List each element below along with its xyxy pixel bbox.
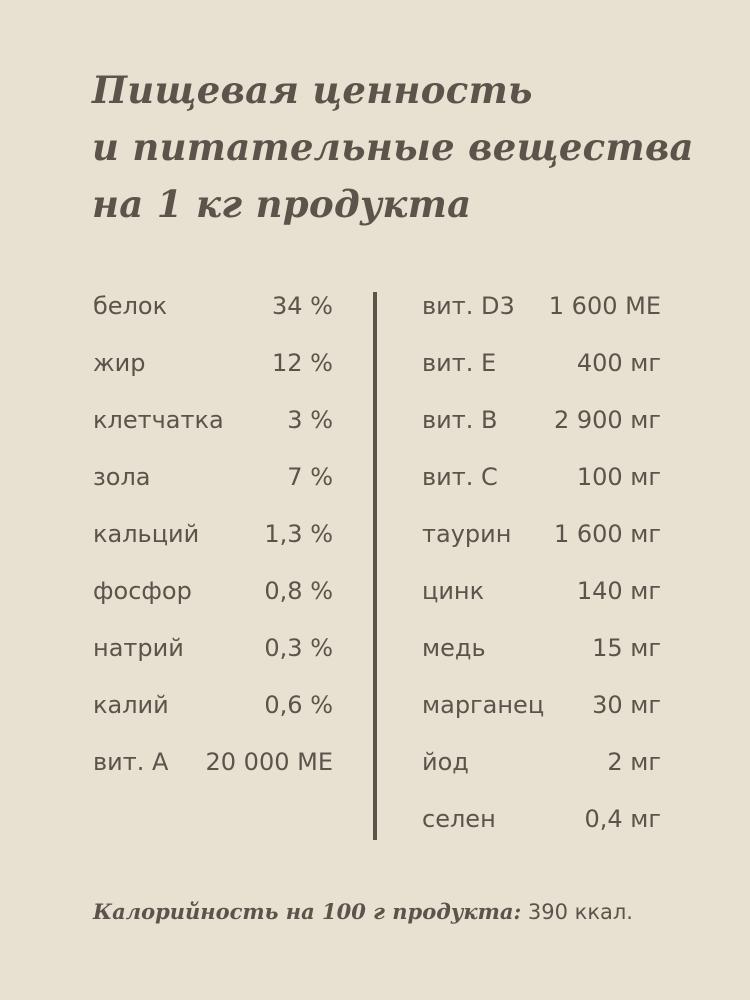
nutrient-row — [93, 394, 333, 451]
nutrient-row — [422, 508, 661, 565]
nutrient-row — [93, 280, 333, 337]
nutrient-value: 0,3 % — [264, 634, 333, 662]
nutrient-row — [422, 622, 661, 679]
nutrient-value: 3 % — [287, 406, 333, 434]
title-line-2: и питательные вещества — [92, 125, 694, 169]
nutrient-name: марганец — [422, 691, 545, 719]
nutrient-row — [93, 451, 333, 508]
nutrient-row — [422, 280, 661, 337]
nutrient-row — [422, 394, 661, 451]
nutrient-name: зола — [93, 463, 151, 491]
nutrient-name: вит. С — [422, 463, 498, 491]
nutrient-name: жир — [93, 349, 146, 377]
nutrient-name: медь — [422, 634, 486, 662]
page-title — [92, 62, 712, 233]
nutrient-name: селен — [422, 805, 496, 833]
nutrient-value: 20 000 МЕ — [205, 748, 333, 776]
nutrient-name: таурин — [422, 520, 512, 548]
nutrient-value: 1 600 МЕ — [548, 292, 661, 320]
nutrient-name: фосфор — [93, 577, 192, 605]
calories-label: Калорийность на 100 г продукта: — [93, 899, 522, 924]
nutrients-left-column — [93, 280, 333, 793]
title-line-1: Пищевая ценность — [92, 68, 533, 112]
nutrient-row — [422, 793, 661, 850]
nutrient-row — [422, 565, 661, 622]
nutrient-value: 400 мг — [576, 349, 661, 377]
nutrient-name: йод — [422, 748, 469, 776]
nutrient-name: вит. Е — [422, 349, 497, 377]
calories-value: 390 ккал. — [527, 900, 633, 924]
nutrient-name: клетчатка — [93, 406, 224, 434]
nutrient-row — [93, 565, 333, 622]
nutrient-value: 15 мг — [592, 634, 661, 662]
nutrient-name: цинк — [422, 577, 485, 605]
nutrient-value: 0,4 мг — [584, 805, 661, 833]
nutrient-value: 100 мг — [576, 463, 661, 491]
title-line-3: на 1 кг продукта — [92, 182, 472, 226]
nutrient-row — [422, 451, 661, 508]
nutrient-value: 30 мг — [592, 691, 661, 719]
nutrients-right-column — [422, 280, 661, 850]
column-divider — [373, 292, 377, 840]
nutrient-name: кальций — [93, 520, 200, 548]
nutrient-value: 2 900 мг — [553, 406, 661, 434]
nutrient-value: 1 600 мг — [553, 520, 661, 548]
nutrient-row — [93, 679, 333, 736]
nutrient-row — [422, 736, 661, 793]
nutrient-name: вит. В — [422, 406, 498, 434]
nutrient-value: 0,6 % — [264, 691, 333, 719]
nutrient-row — [93, 622, 333, 679]
nutrient-value: 140 мг — [576, 577, 661, 605]
nutrient-name: вит. D3 — [422, 292, 515, 320]
nutrient-row — [422, 679, 661, 736]
nutrient-row — [422, 337, 661, 394]
nutrient-value: 2 мг — [607, 748, 661, 776]
nutrient-value: 0,8 % — [264, 577, 333, 605]
nutrient-row — [93, 508, 333, 565]
nutrient-value: 12 % — [272, 349, 333, 377]
nutrient-name: натрий — [93, 634, 184, 662]
nutrient-value: 1,3 % — [264, 520, 333, 548]
nutrient-name: белок — [93, 292, 168, 320]
nutrient-row — [93, 736, 333, 793]
nutrient-name: калий — [93, 691, 169, 719]
nutrient-value: 34 % — [272, 292, 333, 320]
calories-line — [93, 896, 633, 928]
nutrient-name: вит. А — [93, 748, 169, 776]
nutrient-value: 7 % — [287, 463, 333, 491]
nutrient-row — [93, 337, 333, 394]
